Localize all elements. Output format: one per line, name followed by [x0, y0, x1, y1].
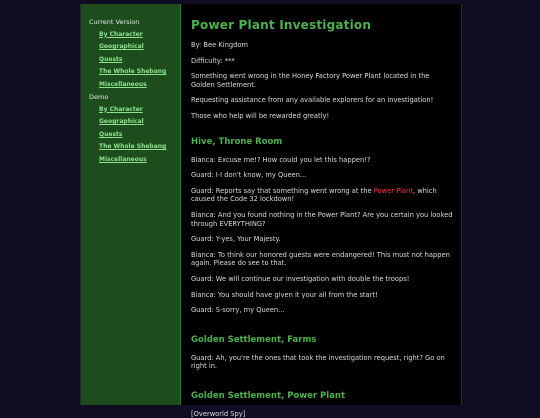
nav-link-demo-miscellaneous[interactable]: Miscellaneous — [99, 155, 147, 163]
section-heading-farms: Golden Settlement, Farms — [191, 334, 317, 345]
quest-description: Requesting assistance from any available explorers for an investigation! — [191, 96, 434, 105]
quest-description: Something went wrong in the Honey Factory Power Plant located in the Golden Settlement. — [191, 72, 430, 89]
dialogue-line: Guard: Ah, you're the ones that took the investigation request, right? Go on right in. — [191, 353, 445, 371]
dialogue-line: Bianca: You should have given it your all from the start! — [191, 290, 378, 299]
dialogue-text: , which caused the Code 32 lockdown! — [191, 186, 437, 204]
nav-link-demo-quests[interactable]: Quests — [99, 130, 123, 138]
nav-link-demo-by-character[interactable]: By Character — [99, 105, 143, 113]
nav-link-by-character[interactable]: By Character — [99, 30, 143, 38]
nav-link-demo-whole-shebang[interactable]: The Whole Shebang — [99, 143, 167, 150]
dialogue-line — [191, 187, 453, 204]
nav-link-geographical[interactable]: Geographical — [99, 43, 144, 50]
dialogue-text: Guard: Reports say that something went wrong at the — [191, 186, 374, 195]
dialogue-line: Bianca: Excuse me!? How could you let this happen!? — [191, 155, 371, 164]
quest-difficulty: Difficulty: *** — [191, 56, 235, 65]
dialogue-line: [Overworld Spy] — [191, 409, 246, 418]
nav-section-label: Current Version — [89, 18, 140, 26]
dialogue-line: Guard: S-sorry, my Queen... — [191, 306, 285, 315]
highlight-power-plant: Power Plant — [373, 186, 413, 195]
nav-link-demo-geographical[interactable]: Geographical — [99, 118, 144, 125]
section-heading-power-plant: Golden Settlement, Power Plant — [191, 390, 346, 401]
nav-link-whole-shebang[interactable]: The Whole Shebang — [99, 68, 167, 75]
dialogue-line: Bianca: And you found nothing in the Power Plant? Are you certain you looked through EVERYTHING? — [191, 210, 453, 228]
quest-reward-note: Those who help will be rewarded greatly! — [191, 111, 330, 120]
main-content — [182, 4, 461, 418]
dialogue-line: Guard: Y-yes, Your Majesty. — [191, 235, 281, 244]
dialogue-line: Guard: We will continue our investigation with double the troops! — [191, 274, 410, 283]
dialogue-line: Guard: I-I don't know, my Queen... — [191, 171, 307, 180]
nav-section-current — [81, 16, 180, 91]
dialogue-line: Bianca: To think our honored guests were endangered! This must not happen again. Please do see to that. — [191, 250, 450, 268]
quest-author: By: Bee Kingdom — [191, 41, 248, 49]
nav-link-quests[interactable]: Quests — [99, 55, 123, 63]
page-frame — [80, 4, 462, 418]
section-heading-throne-room: Hive, Throne Room — [191, 136, 283, 147]
nav-section-demo — [81, 91, 180, 166]
sidebar-nav — [81, 4, 181, 405]
nav-section-label: Demo — [89, 93, 109, 101]
nav-link-miscellaneous[interactable]: Miscellaneous — [99, 80, 147, 88]
page-title: Power Plant Investigation — [191, 18, 372, 32]
